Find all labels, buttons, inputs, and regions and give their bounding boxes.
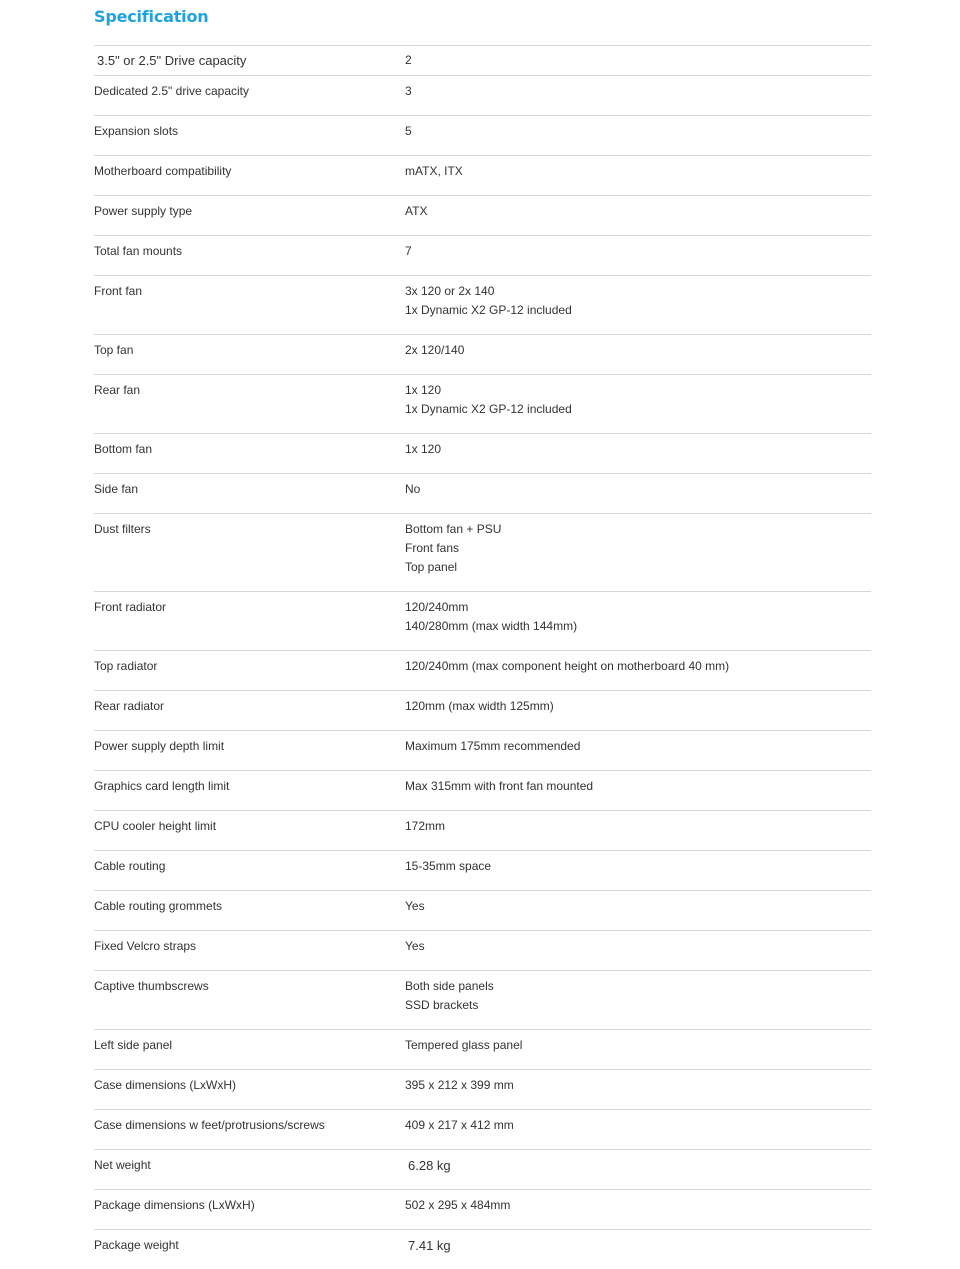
spec-value-cell [405,1150,871,1190]
spec-value-cell [405,474,871,514]
spec-value-cell [405,851,871,891]
spec-value-cell [405,196,871,236]
spec-label-cell [94,592,405,651]
spec-row [94,651,871,691]
spec-value-cell [405,1190,871,1230]
spec-label-cell [94,76,405,116]
spec-label: Front radiator [94,598,405,617]
spec-value: ATX [405,202,871,221]
spec-label: Package weight [94,1236,405,1255]
spec-value: 15-35mm space [405,857,871,876]
spec-label: Dedicated 2.5" drive capacity [94,82,405,101]
spec-value-cell [405,76,871,116]
spec-label-cell [94,851,405,891]
spec-label-cell [94,474,405,514]
spec-value: Front fans [405,539,871,558]
spec-label-cell [94,1190,405,1230]
spec-label-cell [94,156,405,196]
spec-value-cell [405,691,871,731]
spec-row [94,116,871,156]
spec-label-cell [94,1030,405,1070]
spec-label: Top radiator [94,657,405,676]
spec-value: 395 x 212 x 399 mm [405,1076,871,1095]
specification-table-body [94,46,871,1269]
spec-value: 5 [405,122,871,141]
spec-value: 409 x 217 x 412 mm [405,1116,871,1135]
spec-label: Left side panel [94,1036,405,1055]
spec-value: 7.41 kg [408,1236,871,1255]
spec-value-cell [405,891,871,931]
spec-row [94,335,871,375]
spec-label-cell [94,276,405,335]
spec-label: Bottom fan [94,440,405,459]
spec-label: Front fan [94,282,405,301]
spec-row [94,1110,871,1150]
spec-label-cell [94,116,405,156]
spec-row [94,971,871,1030]
spec-label: Cable routing grommets [94,897,405,916]
spec-value-cell [405,375,871,434]
spec-label: Case dimensions (LxWxH) [94,1076,405,1095]
spec-label-cell [94,196,405,236]
spec-value-cell [405,236,871,276]
spec-value: 2x 120/140 [405,341,871,360]
spec-row [94,1150,871,1190]
spec-row [94,236,871,276]
spec-value-cell [405,116,871,156]
spec-label: Fixed Velcro straps [94,937,405,956]
spec-value-cell [405,276,871,335]
spec-label: Total fan mounts [94,242,405,261]
spec-label: Case dimensions w feet/protrusions/screws [94,1116,405,1135]
spec-value-cell [405,335,871,375]
spec-row [94,474,871,514]
spec-label-cell [94,1230,405,1269]
specification-table [94,45,871,1269]
spec-value-cell [405,1030,871,1070]
spec-value: 172mm [405,817,871,836]
spec-label-cell [94,375,405,434]
spec-value-cell [405,434,871,474]
section-title: Specification [94,6,208,28]
spec-row [94,771,871,811]
spec-value: 6.28 kg [408,1156,871,1175]
spec-value: 120mm (max width 125mm) [405,697,871,716]
spec-value-cell [405,771,871,811]
spec-label: Dust filters [94,520,405,539]
spec-value: Yes [405,937,871,956]
spec-label: 3.5" or 2.5" Drive capacity [97,51,405,70]
spec-label-cell [94,1070,405,1110]
spec-value-cell [405,156,871,196]
spec-row [94,1030,871,1070]
spec-value: 1x 120 [405,381,871,400]
spec-row [94,811,871,851]
spec-label: Side fan [94,480,405,499]
spec-row [94,276,871,335]
spec-label-cell [94,514,405,592]
spec-value: 2 [405,51,871,70]
spec-value-cell [405,811,871,851]
spec-value-cell [405,1110,871,1150]
spec-value-cell [405,46,871,76]
spec-label: Rear fan [94,381,405,400]
spec-row [94,196,871,236]
spec-label-cell [94,931,405,971]
spec-value: SSD brackets [405,996,871,1015]
spec-row [94,931,871,971]
spec-value: 1x Dynamic X2 GP-12 included [405,301,871,320]
spec-value: 120/240mm [405,598,871,617]
spec-label: Expansion slots [94,122,405,141]
spec-value: Maximum 175mm recommended [405,737,871,756]
spec-label: Captive thumbscrews [94,977,405,996]
spec-label: Graphics card length limit [94,777,405,796]
spec-label: Top fan [94,341,405,360]
spec-label: Power supply depth limit [94,737,405,756]
spec-value: 1x Dynamic X2 GP-12 included [405,400,871,419]
spec-value-cell [405,971,871,1030]
spec-value: 120/240mm (max component height on motherboard 40 mm) [405,657,871,676]
spec-value: 1x 120 [405,440,871,459]
spec-value: Tempered glass panel [405,1036,871,1055]
spec-value: Both side panels [405,977,871,996]
spec-value-cell [405,651,871,691]
spec-label: CPU cooler height limit [94,817,405,836]
spec-value-cell [405,931,871,971]
spec-value: 3x 120 or 2x 140 [405,282,871,301]
spec-label-cell [94,811,405,851]
spec-label: Net weight [94,1156,405,1175]
spec-value: Top panel [405,558,871,577]
spec-label-cell [94,1150,405,1190]
spec-value-cell [405,731,871,771]
spec-value: mATX, ITX [405,162,871,181]
spec-label-cell [94,971,405,1030]
spec-value: Max 315mm with front fan mounted [405,777,871,796]
spec-label-cell [94,236,405,276]
spec-label-cell [94,891,405,931]
spec-row [94,375,871,434]
spec-label: Cable routing [94,857,405,876]
spec-value: No [405,480,871,499]
spec-label-cell [94,771,405,811]
spec-value: 7 [405,242,871,261]
spec-row [94,851,871,891]
spec-label-cell [94,46,405,76]
spec-label-cell [94,731,405,771]
spec-value-cell [405,514,871,592]
spec-value: Yes [405,897,871,916]
spec-label-cell [94,335,405,375]
spec-row [94,46,871,76]
spec-label-cell [94,691,405,731]
spec-value-cell [405,1230,871,1269]
spec-row [94,691,871,731]
spec-row [94,76,871,116]
spec-row [94,434,871,474]
spec-row [94,156,871,196]
spec-label: Rear radiator [94,697,405,716]
spec-label-cell [94,651,405,691]
spec-label-cell [94,434,405,474]
spec-value: Bottom fan + PSU [405,520,871,539]
spec-row [94,514,871,592]
spec-row [94,731,871,771]
spec-row [94,1190,871,1230]
spec-row [94,592,871,651]
spec-row [94,891,871,931]
spec-label-cell [94,1110,405,1150]
spec-value-cell [405,592,871,651]
spec-label: Power supply type [94,202,405,221]
spec-value-cell [405,1070,871,1110]
spec-value: 3 [405,82,871,101]
spec-row [94,1070,871,1110]
spec-value: 502 x 295 x 484mm [405,1196,871,1215]
spec-label: Package dimensions (LxWxH) [94,1196,405,1215]
spec-label: Motherboard compatibility [94,162,405,181]
spec-value: 140/280mm (max width 144mm) [405,617,871,636]
spec-row [94,1230,871,1269]
